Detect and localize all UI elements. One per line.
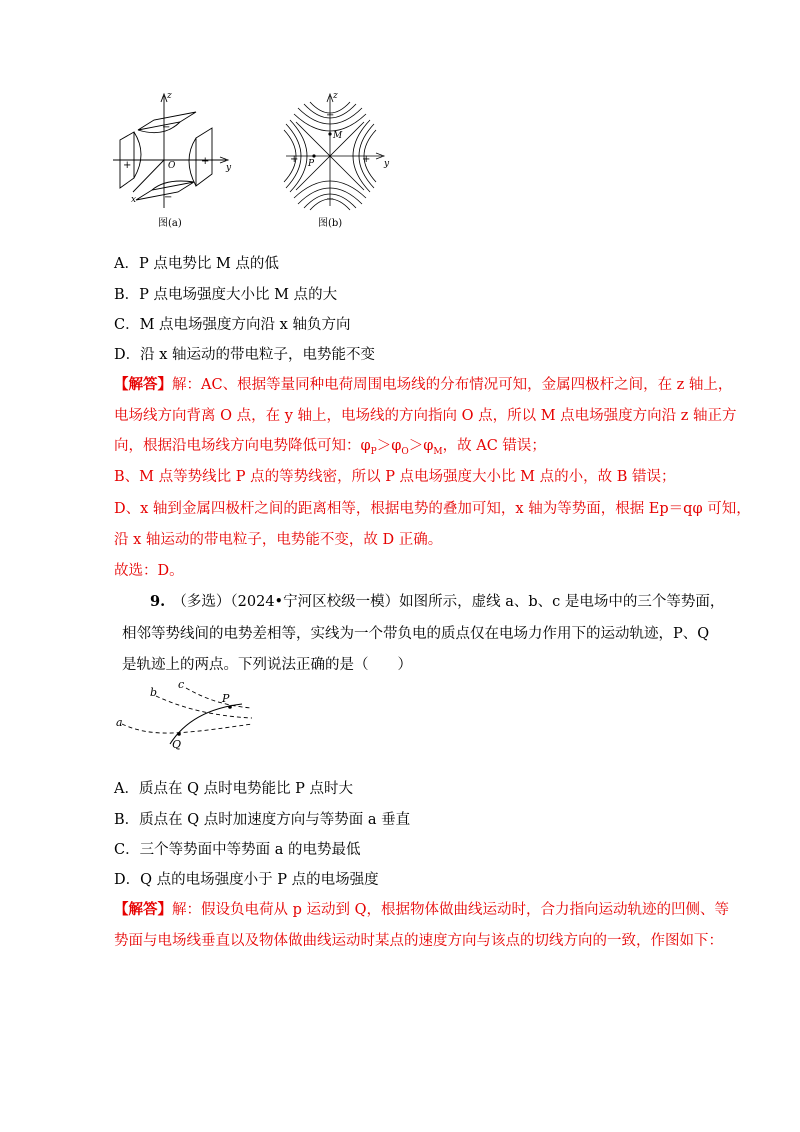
figure-a	[108, 88, 238, 233]
q8-answer-line-4: B、M 点等势线比 P 点的等势线密，所以 P 点电场强度大小比 M 点的小，故 B 错误；	[114, 469, 676, 485]
q9-option-b: B．质点在 Q 点时加速度方向与等势面 a 垂直	[114, 812, 411, 828]
q9-figure	[112, 678, 262, 750]
label-p: P	[222, 692, 230, 705]
right-plus: +	[362, 154, 371, 165]
p-point-label: P	[308, 159, 315, 169]
top-minus: −	[162, 122, 171, 133]
z-label: z	[167, 91, 172, 101]
x-label: x	[131, 195, 137, 205]
q8-option-a: A．P 点电势比 M 点的低	[114, 256, 279, 272]
q8-answer-line-7: 故选：D。	[114, 563, 184, 579]
bottom-minus: −	[164, 192, 173, 203]
q9-stem-line-2: 相邻等势线间的电势差相等，实线为一个带负电的质点仅在电场力作用下的运动轨迹，P、Q	[122, 626, 710, 642]
figure-b	[280, 88, 400, 233]
label-a: a	[116, 716, 123, 729]
figure-b-caption: 图(b)	[318, 218, 343, 229]
bottom-minus: −	[326, 194, 335, 205]
right-plus: +	[201, 156, 210, 167]
q8-answer-line-2: 电场线方向背离 O 点，在 y 轴上，电场线的方向指向 O 点，所以 M 点电场强度方向沿 z 轴正方	[114, 408, 737, 424]
equipotential-c	[186, 688, 252, 708]
q9-stem-line-1	[150, 592, 724, 612]
q9-answer-line-2: 势面与电场线垂直以及物体做曲线运动时某点的速度方向与该点的切线方向的一致，作图如下：	[114, 933, 723, 949]
q8-answer-line-3	[114, 436, 546, 462]
q8-answer-text-3: 向，根据沿电场线方向电势降低可知：	[114, 438, 361, 454]
m-point-label: M	[333, 131, 343, 141]
left-plus: +	[123, 160, 132, 171]
label-q: Q	[172, 738, 182, 750]
phi-inequality: $\varphi_P>\varphi_O>\varphi_M$	[360, 438, 443, 457]
q8-option-b: B．P 点电场强度大小比 M 点的大	[114, 287, 338, 303]
question-number: 9.	[150, 593, 166, 610]
origin-label: O	[168, 161, 176, 171]
figure-a-caption: 图(a)	[158, 218, 182, 229]
q9-stem-text-1: （多选）（2024•宁河区校级一模）如图所示，虚线 a、b、c 是电场中的三个等势面，	[179, 594, 725, 610]
q8-answer-line-1	[114, 375, 732, 395]
point-p	[228, 705, 232, 709]
z-label: z	[333, 91, 338, 101]
q8-answer-text-3b: ，故 AC 错误；	[442, 438, 546, 454]
q8-answer-line-5: D、x 轴到金属四极杆之间的距离相等，根据电势的叠加可知，x 轴为等势面，根据 Ep＝qφ 可知，	[114, 501, 751, 517]
q9-option-a: A．质点在 Q 点时电势能比 P 点时大	[114, 781, 354, 797]
q9-stem-line-3: 是轨迹上的两点。下列说法正确的是（ ）	[122, 657, 412, 673]
top-minus: −	[326, 110, 335, 121]
x-axis	[133, 160, 164, 192]
y-label: y	[226, 163, 232, 173]
answer-tag: 【解答】	[114, 901, 172, 918]
q8-answer-line-6: 沿 x 轴运动的带电粒子，电势能不变，故 D 正确。	[114, 532, 443, 548]
q8-answer-text-1: 解：AC、根据等量同种电荷周围电场线的分布情况可知，金属四极杆之间，在 z 轴上，	[172, 377, 733, 393]
label-c: c	[178, 678, 185, 691]
q8-option-c: C．M 点电场强度方向沿 x 轴负方向	[114, 317, 351, 333]
point-q	[177, 732, 181, 736]
q9-answer-text-1: 解：假设负电荷从 p 运动到 Q，根据物体做曲线运动时，合力指向运动轨迹的凹侧、等	[172, 902, 729, 918]
q8-option-d: D．沿 x 轴运动的带电粒子，电势能不变	[114, 347, 376, 363]
q9-option-d: D．Q 点的电场强度小于 P 点的电场强度	[114, 872, 379, 888]
q9-option-c: C．三个等势面中等势面 a 的电势最低	[114, 842, 361, 858]
q9-answer-line-1	[114, 900, 729, 920]
left-plus: +	[290, 154, 299, 165]
label-b: b	[150, 686, 158, 699]
y-label: y	[384, 159, 390, 169]
answer-tag: 【解答】	[114, 376, 172, 393]
